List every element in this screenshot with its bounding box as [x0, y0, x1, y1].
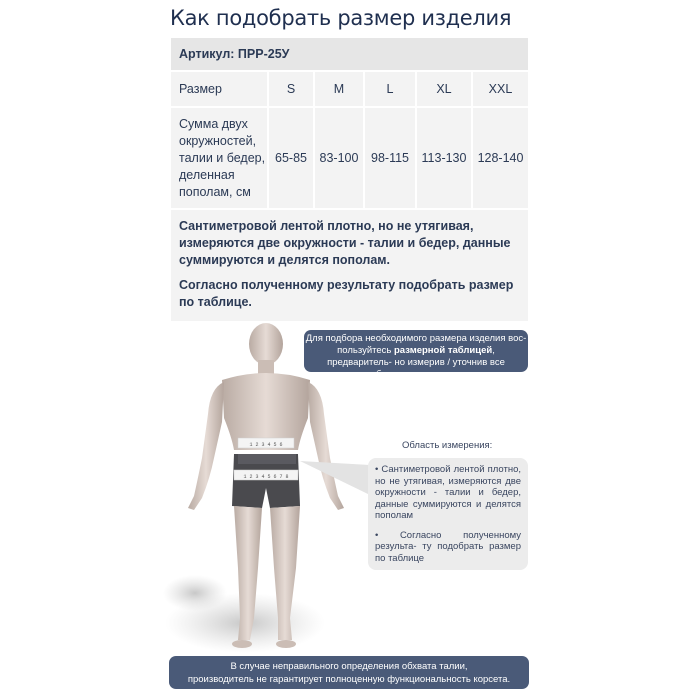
note-paragraph-1: Сантиметровой лентой плотно, но не утягивая, измеряются две окружности - талии и бедер, данные суммируются и делятся пополам. [179, 219, 511, 267]
size-header: M [314, 71, 364, 107]
note-paragraph-2: Согласно полученному результату подобрать размер по таблице. [179, 278, 514, 309]
measure-info-box [368, 458, 528, 570]
sum-value: 98-115 [364, 107, 416, 208]
table-note [171, 208, 528, 321]
warning-line-2: производитель не гарантирует полноценную функциональность корсета. [187, 674, 511, 685]
sku-label: Артикул: ПРР-25У [171, 38, 528, 70]
page-title: Как подобрать размер изделия [170, 6, 512, 30]
measure-point-2: • Согласно полученному результа- ту подобрать размер по таблице [375, 529, 521, 564]
size-grid [171, 70, 528, 208]
size-header: S [268, 71, 314, 107]
size-header: L [364, 71, 416, 107]
measure-point-1: • Сантиметровой лентой плотно, но не утягивая, измеряются две окружности - талии и бедер, данные суммируются и делятся пополам [375, 464, 521, 521]
size-header: XL [416, 71, 472, 107]
size-table [171, 38, 528, 321]
hint-text-before: Для подбора необходимого размера изделия вос- пользуйтесь [305, 333, 527, 356]
table-row [171, 71, 528, 107]
size-header: XXL [472, 71, 528, 107]
measure-area-label: Область измерения: [402, 440, 493, 451]
warning-banner [169, 656, 529, 689]
hip-tape-marks: 1 2 3 4 5 6 7 8 [243, 474, 289, 480]
warning-line-1: В случае неправильного определения обхвата талии, [230, 661, 468, 672]
sum-row-label: Сумма двух окружностей, талии и бедер, деленная пополам, см [171, 107, 268, 208]
sum-value: 65-85 [268, 107, 314, 208]
sum-value: 83-100 [314, 107, 364, 208]
hint-text-after: , предваритель- но измерив / уточнив все необходимые параметры [327, 345, 505, 380]
hint-text-bold: размерной таблицей [394, 345, 493, 356]
sum-value: 113-130 [416, 107, 472, 208]
size-hint-bubble [304, 330, 528, 380]
table-row [171, 107, 528, 208]
waist-tape-marks: 1 2 3 4 5 6 [249, 442, 283, 448]
size-row-label: Размер [171, 71, 268, 107]
sum-value: 128-140 [472, 107, 528, 208]
